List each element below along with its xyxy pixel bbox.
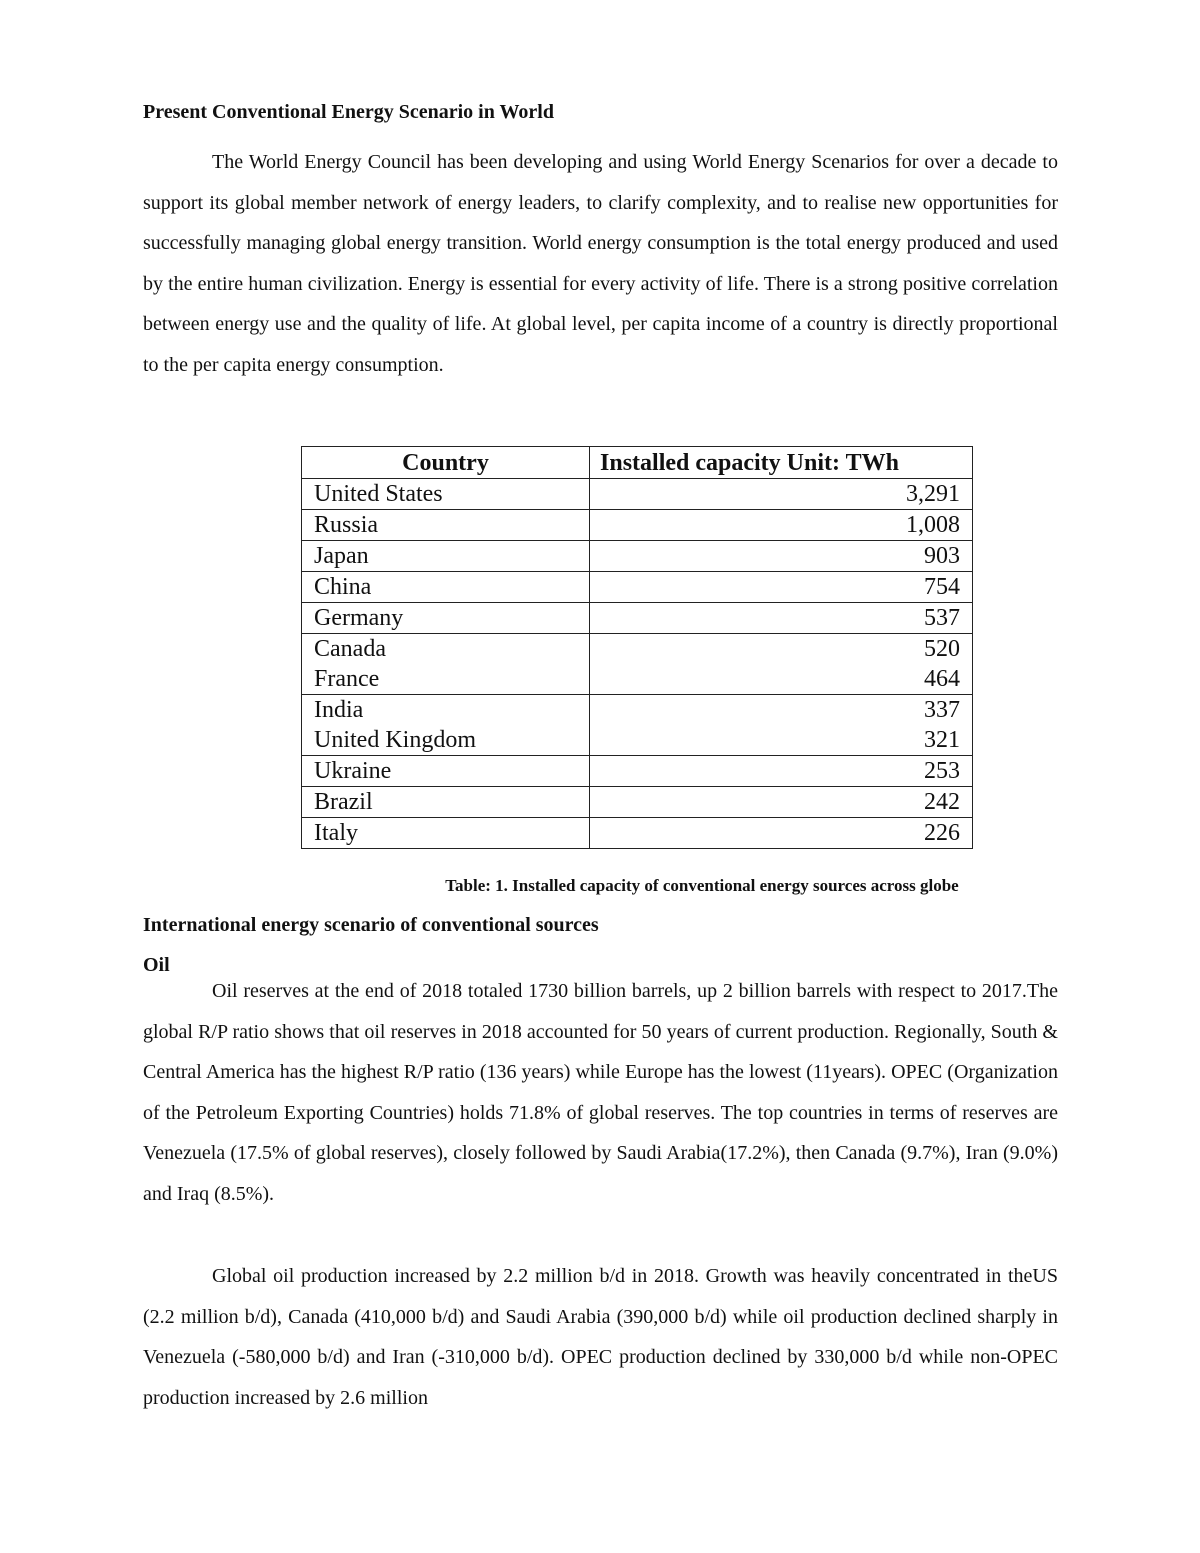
oil-paragraph-1: Oil reserves at the end of 2018 totaled 1730 billion barrels, up 2 billion barrels with respect to 2017.The global R/P ratio shows that oil reserves in 2018 accounted for 50 years of current production. Regionally, South & Central America has the highest R/P ratio (136 years) while Europe has the lowest (11years). OPEC (Organization of the Petroleum Exporting Countries) holds 71.8% of global reserves. The top countries in terms of reserves are Venezuela (17.5% of global reserves), closely followed by Saudi Arabia(17.2%), then Canada (9.7%), Iran (9.0%) and Iraq (8.5%).	[143, 980, 1058, 1205]
page-title: Present Conventional Energy Scenario in World	[143, 101, 554, 123]
table-row	[302, 725, 973, 756]
table-row	[302, 695, 973, 726]
section-heading: International energy scenario of conventional sources	[143, 914, 599, 936]
table-row	[302, 510, 973, 541]
capacity-cell: 464	[590, 664, 973, 695]
capacity-cell: 226	[590, 818, 973, 849]
capacity-cell: 537	[590, 603, 973, 634]
table-caption: Table: 1. Installed capacity of conventional energy sources across globe	[445, 876, 959, 895]
country-cell: Canada	[302, 634, 590, 665]
column-header-country: Country	[302, 447, 590, 479]
country-cell: United Kingdom	[302, 725, 590, 756]
country-cell: Germany	[302, 603, 590, 634]
country-cell: Japan	[302, 541, 590, 572]
capacity-cell: 754	[590, 572, 973, 603]
table-row	[302, 479, 973, 510]
country-cell: China	[302, 572, 590, 603]
capacity-cell: 520	[590, 634, 973, 665]
intro-paragraph: The World Energy Council has been developing and using World Energy Scenarios for over a decade to support its global member network of energy leaders, to clarify complexity, and to realise new opportunities for successfully managing global energy transition. World energy consumption is the total energy produced and used by the entire human civilization. Energy is essential for every activity of life. There is a strong positive correlation between energy use and the quality of life. At global level, per capita income of a country is directly proportional to the per capita energy consumption.	[143, 151, 1058, 376]
subsection-heading-oil: Oil	[143, 954, 170, 976]
country-cell: Ukraine	[302, 756, 590, 787]
country-cell: Russia	[302, 510, 590, 541]
table-row	[302, 818, 973, 849]
country-cell: Italy	[302, 818, 590, 849]
capacity-table	[301, 446, 973, 849]
table-row	[302, 603, 973, 634]
oil-paragraph-2: Global oil production increased by 2.2 million b/d in 2018. Growth was heavily concentrated in theUS (2.2 million b/d), Canada (410,000 b/d) and Saudi Arabia (390,000 b/d) while oil production declined sharply in Venezuela (-580,000 b/d) and Iran (-310,000 b/d). OPEC production declined by 330,000 b/d while non-OPEC production increased by 2.6 million	[143, 1265, 1058, 1409]
country-cell: France	[302, 664, 590, 695]
capacity-cell: 253	[590, 756, 973, 787]
table-row	[302, 634, 973, 665]
capacity-cell: 242	[590, 787, 973, 818]
capacity-cell: 1,008	[590, 510, 973, 541]
table-row	[302, 541, 973, 572]
capacity-cell: 903	[590, 541, 973, 572]
country-cell: India	[302, 695, 590, 726]
country-cell: United States	[302, 479, 590, 510]
capacity-cell: 321	[590, 725, 973, 756]
column-header-capacity: Installed capacity Unit: TWh	[590, 447, 973, 479]
capacity-cell: 3,291	[590, 479, 973, 510]
table-row	[302, 572, 973, 603]
table-row	[302, 787, 973, 818]
country-cell: Brazil	[302, 787, 590, 818]
table-row	[302, 756, 973, 787]
capacity-cell: 337	[590, 695, 973, 726]
table-header-row	[302, 447, 973, 479]
table-row	[302, 664, 973, 695]
